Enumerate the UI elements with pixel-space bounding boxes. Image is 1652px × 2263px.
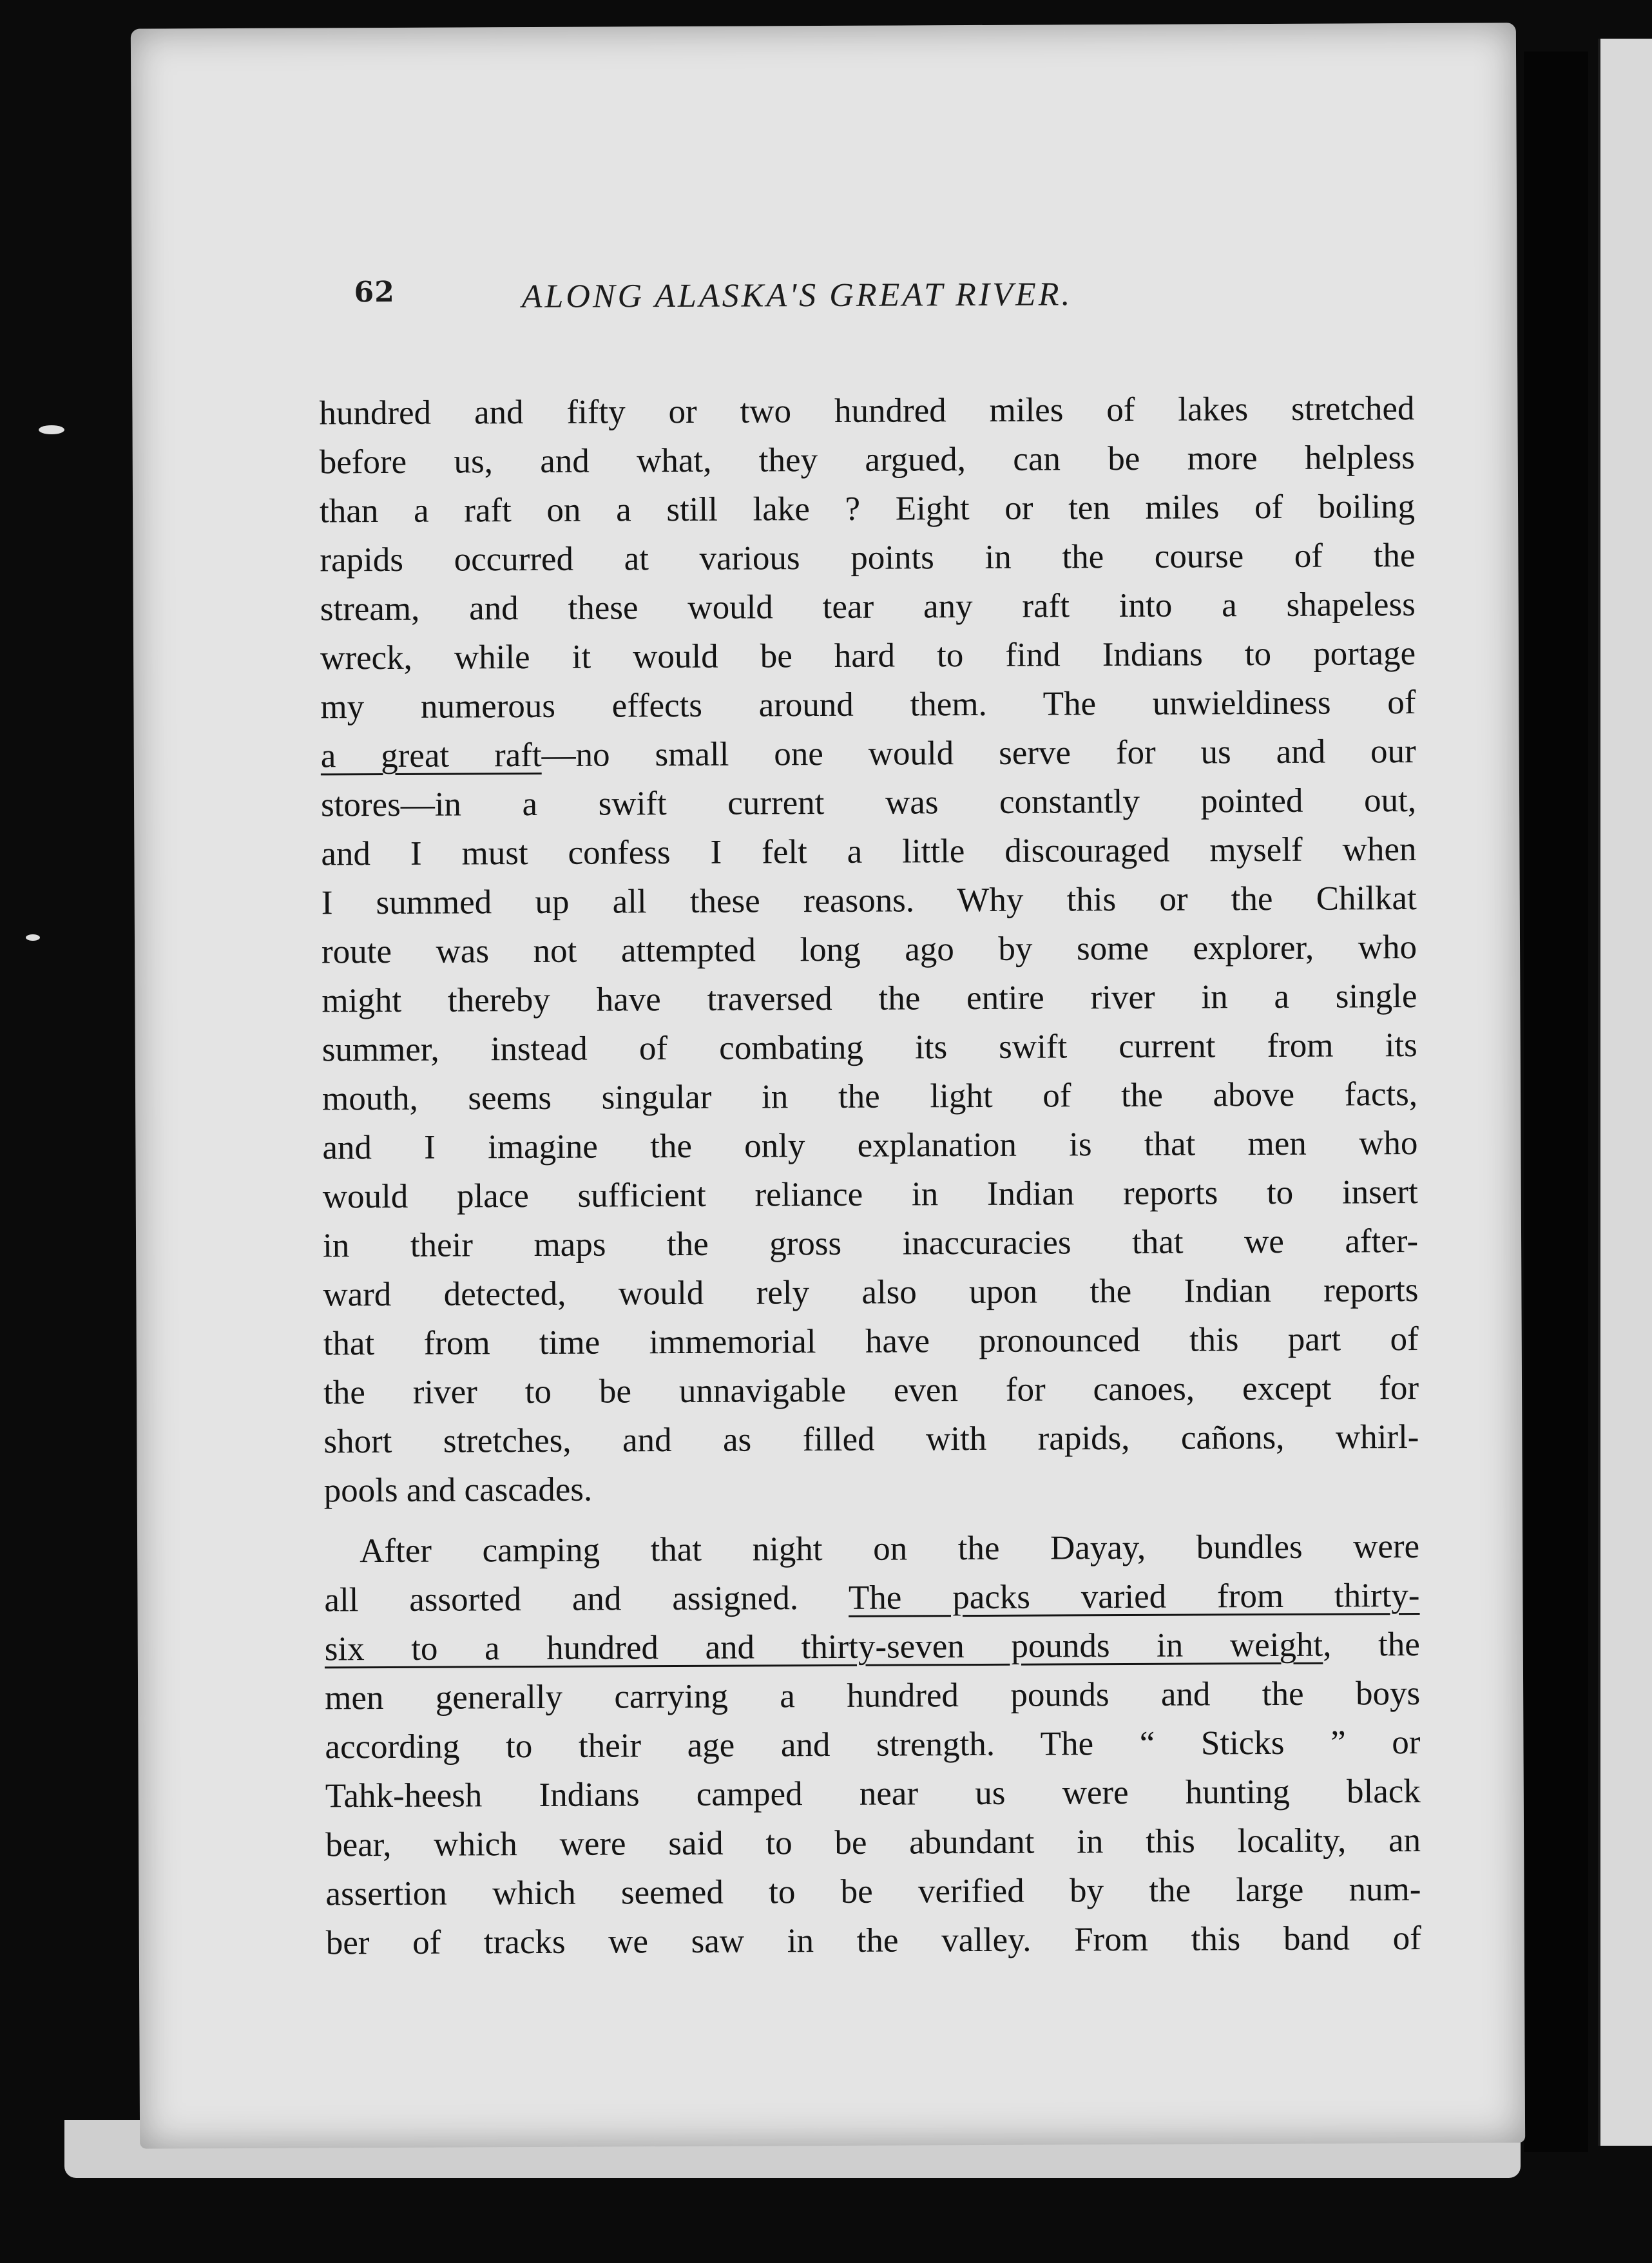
text-line: hundred and fifty or two hundred miles of lakes stretched	[319, 390, 1415, 432]
dust-speck	[26, 934, 40, 941]
running-head-title: ALONG ALASKA'S GREAT RIVER.	[521, 276, 1073, 316]
page-number: 62	[354, 275, 395, 309]
dust-speck	[39, 425, 64, 434]
text-line: wreck, while it would be hard to find Indians to portage	[320, 635, 1416, 677]
text-line: route was not attempted long ago by some explorer, who	[321, 929, 1417, 971]
underlined-phrase: six to a hundred and thirty-seven pounds in weight	[324, 1626, 1323, 1668]
body-text	[319, 384, 1421, 1967]
text-line: might thereby have traversed the entire river in a single	[322, 977, 1417, 1020]
text-line: would place sufficient reliance in Indian reports to insert	[322, 1173, 1418, 1216]
text-line: in their maps the gross inaccuracies that we after-	[322, 1222, 1419, 1265]
running-head	[354, 271, 1450, 334]
text-line: pools and cascades.	[323, 1470, 593, 1510]
text-line: mouth, seems singular in the light of the above facts,	[322, 1075, 1418, 1118]
text-line: my numerous effects around them. The unwieldiness of	[320, 684, 1416, 726]
text-line: that from time immemorial have pronounced this part of	[323, 1320, 1419, 1363]
text-line: short stretches, and as filled with rapids, cañons, whirl-	[323, 1418, 1419, 1461]
text-line: After camping that night on the Dayay, bundles were	[360, 1528, 1420, 1570]
text-line: Tahk-heesh Indians camped near us were hunting black	[325, 1772, 1421, 1815]
text-line: assertion which seemed to be verified by the large num-	[325, 1870, 1421, 1913]
text-line: before us, and what, they argued, can be more helpless	[319, 439, 1415, 481]
text-line: bear, which were said to be abundant in this locality, an	[325, 1821, 1421, 1864]
book-page	[131, 23, 1525, 2148]
text-line: the river to be unnavigable even for canoes, except for	[323, 1369, 1419, 1412]
text-line: and I must confess I felt a little discouraged myself when	[321, 831, 1417, 873]
text-line: stream, and these would tear any raft into a shapeless	[320, 586, 1416, 628]
text-line	[324, 1571, 1419, 1624]
text-fragment: all assorted and assigned.	[324, 1579, 849, 1619]
underlined-phrase: The packs varied from thirty-	[848, 1577, 1420, 1617]
binding-shadow	[1524, 52, 1588, 2152]
text-line: ber of tracks we saw in the valley. From this band of	[325, 1919, 1421, 1962]
text-line: rapids occurred at various points in the course of the	[320, 537, 1416, 579]
facing-page-edge	[1598, 39, 1652, 2146]
text-fragment: , the	[1323, 1625, 1420, 1664]
text-line: stores—in a swift current was constantly pointed out,	[320, 782, 1417, 824]
underlined-phrase: a great raft	[320, 736, 542, 775]
text-line	[321, 727, 1416, 780]
text-line: men generally carrying a hundred pounds and the boys	[325, 1674, 1421, 1717]
text-line: summer, instead of combating its swift current from its	[322, 1026, 1417, 1069]
text-fragment: —no small one would serve for us and our	[541, 733, 1416, 774]
text-line	[325, 1620, 1420, 1673]
text-line: ward detected, would rely also upon the Indian reports	[323, 1271, 1419, 1314]
text-line: I summed up all these reasons. Why this or the Chilkat	[321, 880, 1417, 922]
text-line: than a raft on a still lake ? Eight or ten miles of boiling	[319, 488, 1416, 530]
text-line: according to their age and strength. The “ Sticks ” or	[325, 1723, 1421, 1766]
text-line: and I imagine the only explanation is that men who	[322, 1124, 1418, 1167]
